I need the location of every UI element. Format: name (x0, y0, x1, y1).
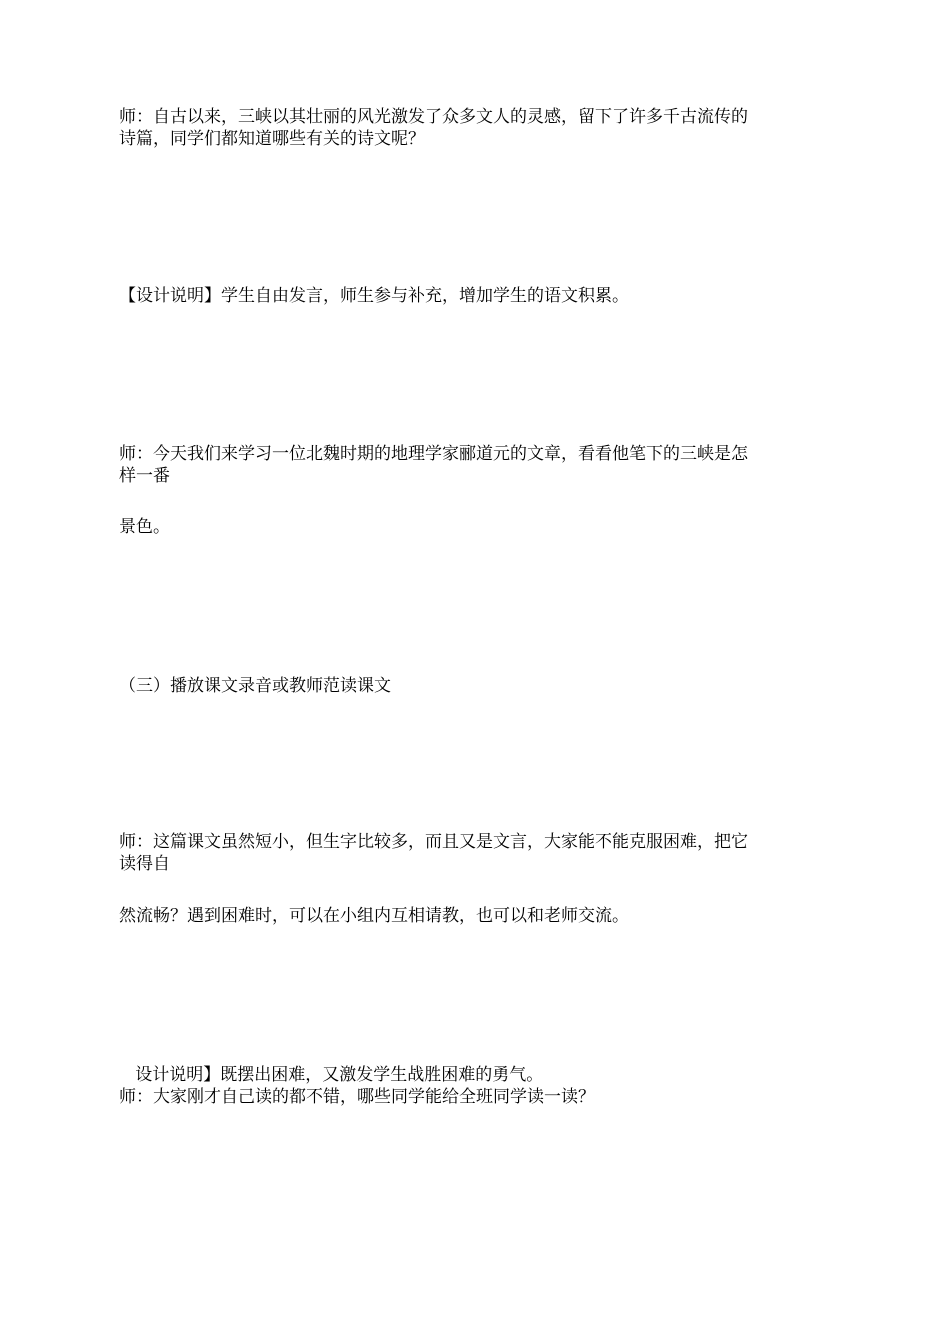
paragraph-line: 读得自 (119, 854, 170, 874)
paragraph-teacher-lesson-intro (119, 443, 834, 487)
section-heading-three: （三）播放课文录音或教师范读课文 (119, 676, 391, 696)
paragraph-line: 诗篇，同学们都知道哪些有关的诗文呢？ (119, 129, 425, 149)
paragraph-line: 师：大家刚才自己读的都不错，哪些同学能给全班同学读一读？ (119, 1087, 595, 1107)
paragraph-teacher-intro (119, 106, 834, 150)
paragraph-line: 样一番 (119, 466, 170, 486)
design-note-2-and-teacher (119, 1064, 834, 1108)
design-note-1: 【设计说明】学生自由发言，师生参与补充，增加学生的语文积累。 (119, 286, 629, 306)
paragraph-teacher-reading (119, 831, 834, 875)
paragraph-line: 师：这篇课文虽然短小，但生字比较多，而且又是文言，大家能不能克服困难，把它 (119, 832, 748, 852)
paragraph-line: 设计说明】既摆出困难，又激发学生战胜困难的勇气。 (119, 1065, 544, 1085)
paragraph-continuation-fluency: 然流畅？遇到困难时，可以在小组内互相请教，也可以和老师交流。 (119, 906, 629, 926)
paragraph-continuation-scenery: 景色。 (119, 517, 170, 537)
paragraph-line: 师：自古以来，三峡以其壮丽的风光激发了众多文人的灵感，留下了许多千古流传的 (119, 107, 748, 127)
paragraph-line: 师：今天我们来学习一位北魏时期的地理学家郦道元的文章，看看他笔下的三峡是怎 (119, 444, 748, 464)
